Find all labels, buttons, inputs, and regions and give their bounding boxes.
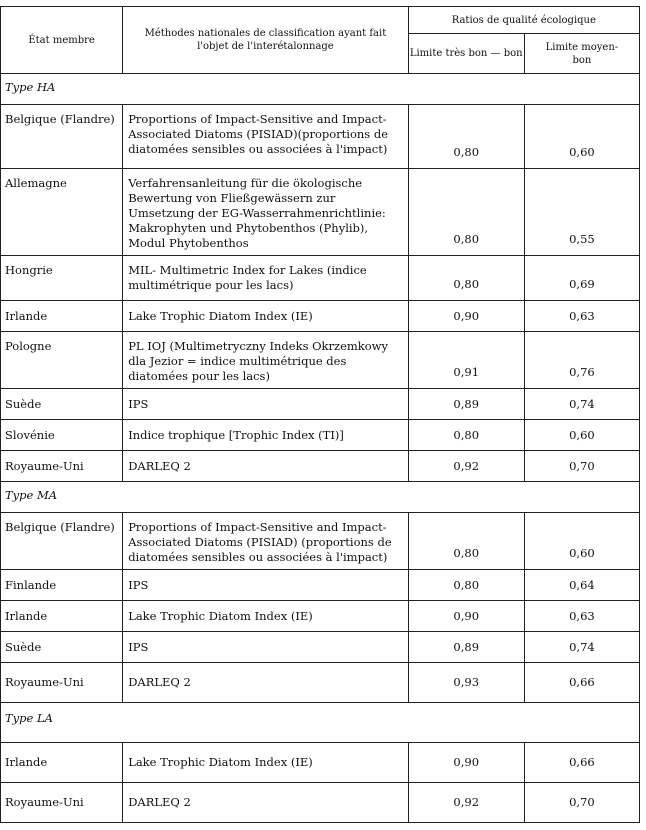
limit-high-good-value: 0,80 <box>408 513 524 570</box>
ratios-header: Ratios de qualité écologique <box>408 7 639 34</box>
method-name: Proportions of Impact-Sensitive and Impact-Associated Diatoms (PISIAD)(proportions de diatomées sensibles ou associées à l'impact) <box>123 105 408 169</box>
type-row <box>1 703 640 743</box>
table-row <box>1 332 640 389</box>
limit-high-good-value: 0,90 <box>408 301 524 332</box>
method-name: IPS <box>123 632 408 663</box>
member-state: Hongrie <box>1 256 123 301</box>
limit-high-good-value: 0,90 <box>408 743 524 783</box>
limit-moderate-good-value: 0,60 <box>524 513 639 570</box>
member-state-header: État membre <box>1 7 123 74</box>
method-name: Proportions of Impact-Sensitive and Impact-Associated Diatoms (PISIAD) (proportions de diatomées sensibles ou associées à l'impact) <box>123 513 408 570</box>
limit-high-good-value: 0,80 <box>408 105 524 169</box>
method-name: DARLEQ 2 <box>123 663 408 703</box>
method-name: Lake Trophic Diatom Index (IE) <box>123 743 408 783</box>
method-name: Lake Trophic Diatom Index (IE) <box>123 301 408 332</box>
limit-high-good-value: 0,89 <box>408 389 524 420</box>
limit-moderate-good-value: 0,69 <box>524 256 639 301</box>
table-row <box>1 389 640 420</box>
limit-moderate-good-value: 0,70 <box>524 451 639 482</box>
member-state: Suède <box>1 389 123 420</box>
member-state: Royaume-Uni <box>1 451 123 482</box>
limit-high-good-value: 0,80 <box>408 169 524 256</box>
limit-high-good-header: Limite très bon — bon <box>408 34 524 74</box>
member-state: Irlande <box>1 301 123 332</box>
method-name: DARLEQ 2 <box>123 783 408 823</box>
limit-high-good-value: 0,90 <box>408 601 524 632</box>
method-name: Verfahrensanleitung für die ökologische Bewertung von Fließgewässern zur Umsetzung der EG-Wasserrahmenrichtlinie: Makrophyten und Phytobenthos (Phylib), Modul Phytobenthos <box>123 169 408 256</box>
method-name: DARLEQ 2 <box>123 451 408 482</box>
table-row <box>1 513 640 570</box>
member-state: Royaume-Uni <box>1 783 123 823</box>
limit-moderate-good-value: 0,55 <box>524 169 639 256</box>
limit-moderate-good-value: 0,63 <box>524 301 639 332</box>
member-state: Allemagne <box>1 169 123 256</box>
method-name: Lake Trophic Diatom Index (IE) <box>123 601 408 632</box>
type-label: Type MA <box>1 482 640 513</box>
table-row <box>1 256 640 301</box>
type-row <box>1 74 640 105</box>
limit-high-good-value: 0,92 <box>408 783 524 823</box>
limit-moderate-good-header: Limite moyen-bon <box>524 34 639 74</box>
method-name: MIL- Multimetric Index for Lakes (indice multimétrique pour les lacs) <box>123 256 408 301</box>
limit-moderate-good-value: 0,66 <box>524 663 639 703</box>
table-row <box>1 420 640 451</box>
member-state: Irlande <box>1 743 123 783</box>
table-row <box>1 632 640 663</box>
type-row <box>1 482 640 513</box>
type-label: Type HA <box>1 74 640 105</box>
limit-moderate-good-value: 0,70 <box>524 783 639 823</box>
limit-moderate-good-value: 0,63 <box>524 601 639 632</box>
table-row <box>1 783 640 823</box>
table-row <box>1 301 640 332</box>
table-row <box>1 601 640 632</box>
table-row <box>1 451 640 482</box>
limit-high-good-value: 0,93 <box>408 663 524 703</box>
limit-high-good-value: 0,80 <box>408 420 524 451</box>
limit-high-good-value: 0,80 <box>408 570 524 601</box>
limit-high-good-value: 0,89 <box>408 632 524 663</box>
member-state: Irlande <box>1 601 123 632</box>
method-name: PL IOJ (Multimetryczny Indeks Okrzemkowy dla Jezior = indice multimétrique des diatomées pour les lacs) <box>123 332 408 389</box>
member-state: Royaume-Uni <box>1 663 123 703</box>
limit-moderate-good-value: 0,64 <box>524 570 639 601</box>
table-row <box>1 169 640 256</box>
member-state: Pologne <box>1 332 123 389</box>
member-state: Finlande <box>1 570 123 601</box>
table-row <box>1 570 640 601</box>
table-row <box>1 663 640 703</box>
member-state: Belgique (Flandre) <box>1 513 123 570</box>
limit-moderate-good-value: 0,66 <box>524 743 639 783</box>
method-name: Indice trophique [Trophic Index (TI)] <box>123 420 408 451</box>
member-state: Slovénie <box>1 420 123 451</box>
method-name: IPS <box>123 389 408 420</box>
limit-moderate-good-value: 0,60 <box>524 105 639 169</box>
limit-moderate-good-value: 0,76 <box>524 332 639 389</box>
table-row <box>1 743 640 783</box>
type-label: Type LA <box>1 703 640 743</box>
method-name: IPS <box>123 570 408 601</box>
table-row <box>1 105 640 169</box>
limit-high-good-value: 0,91 <box>408 332 524 389</box>
member-state: Suède <box>1 632 123 663</box>
limit-moderate-good-value: 0,74 <box>524 389 639 420</box>
limit-moderate-good-value: 0,74 <box>524 632 639 663</box>
limit-high-good-value: 0,80 <box>408 256 524 301</box>
methods-header: Méthodes nationales de classification ayant fait l'objet de l'interétalonnage <box>123 7 408 74</box>
member-state: Belgique (Flandre) <box>1 105 123 169</box>
limit-high-good-value: 0,92 <box>408 451 524 482</box>
ecological-quality-ratios-table <box>0 6 640 823</box>
limit-moderate-good-value: 0,60 <box>524 420 639 451</box>
